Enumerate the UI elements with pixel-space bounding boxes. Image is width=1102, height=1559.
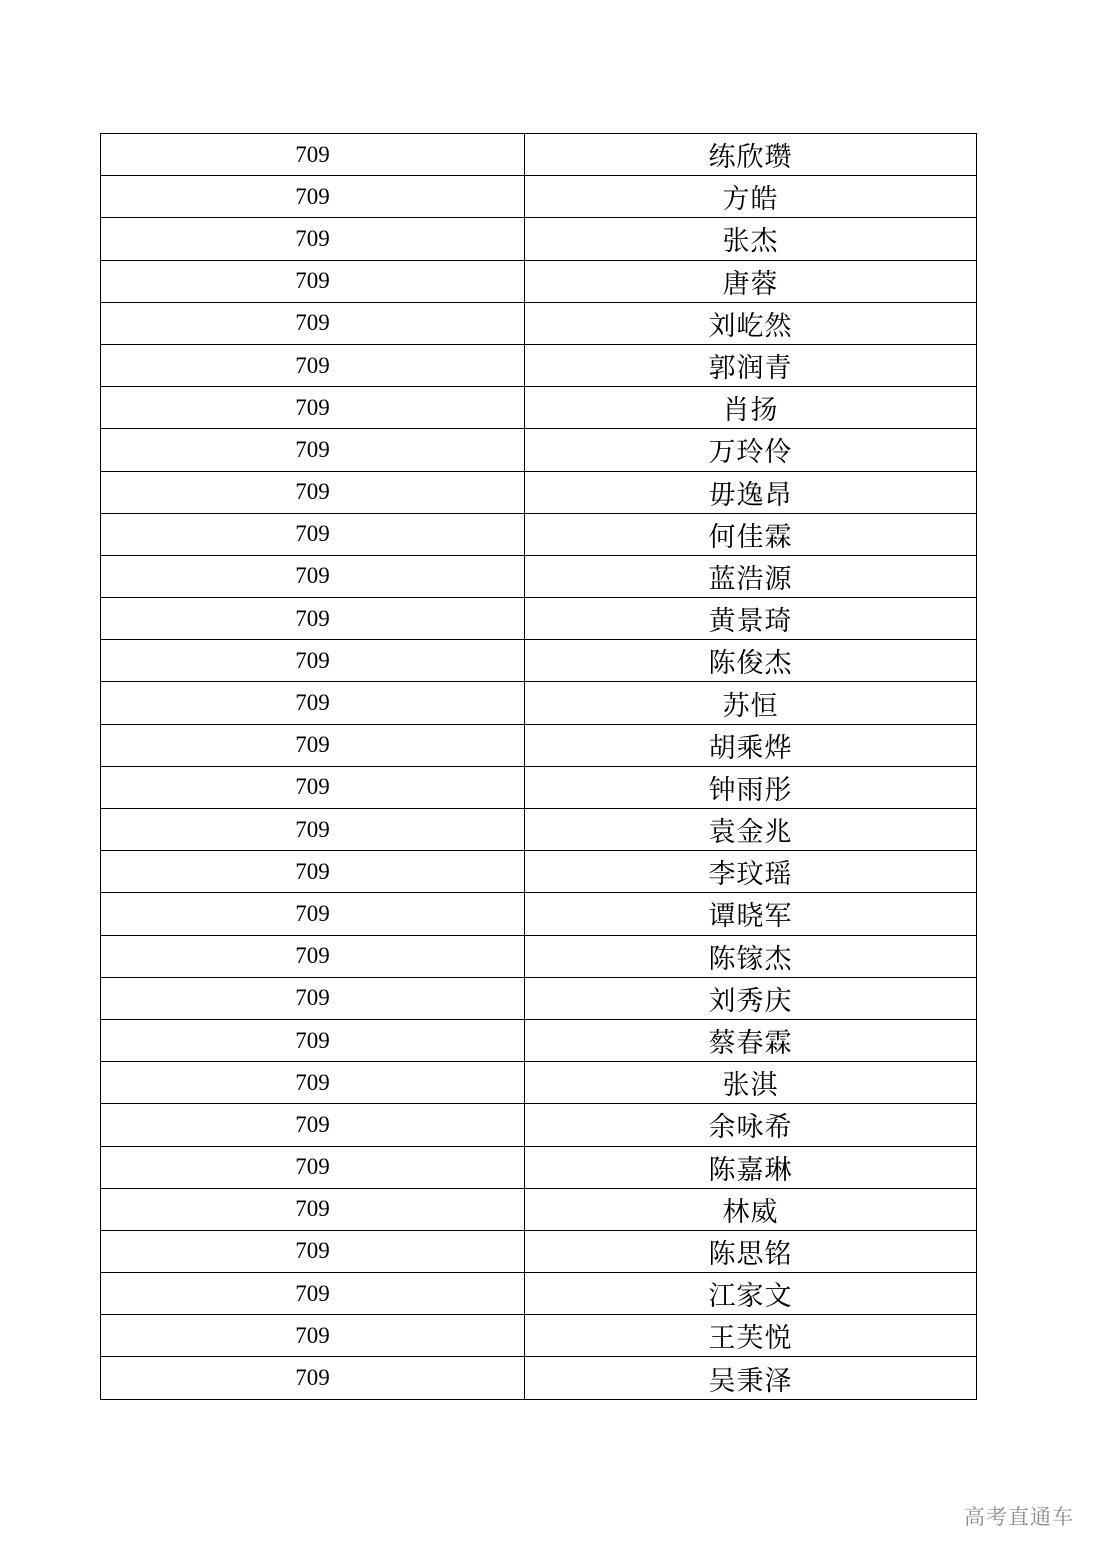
- code-cell: 709: [101, 513, 525, 555]
- name-cell: 江家文: [525, 1273, 977, 1315]
- code-cell: 709: [101, 1019, 525, 1061]
- name-cell: 蔡春霖: [525, 1019, 977, 1061]
- table-row: [101, 1019, 977, 1061]
- name-cell: 张淇: [525, 1062, 977, 1104]
- table-row: [101, 260, 977, 302]
- table-row: [101, 598, 977, 640]
- table-row: [101, 1188, 977, 1230]
- table-row: [101, 640, 977, 682]
- table-row: [101, 471, 977, 513]
- table-row: [101, 724, 977, 766]
- name-cell: 李玟瑶: [525, 851, 977, 893]
- name-cell: 刘秀庆: [525, 977, 977, 1019]
- table-row: [101, 555, 977, 597]
- code-cell: 709: [101, 640, 525, 682]
- table-row: [101, 176, 977, 218]
- code-cell: 709: [101, 1273, 525, 1315]
- name-cell: 万玲伶: [525, 429, 977, 471]
- name-cell: 陈嘉琳: [525, 1146, 977, 1188]
- table-row: [101, 977, 977, 1019]
- code-cell: 709: [101, 429, 525, 471]
- name-cell: 陈镓杰: [525, 935, 977, 977]
- name-cell: 钟雨彤: [525, 766, 977, 808]
- code-cell: 709: [101, 1357, 525, 1399]
- code-cell: 709: [101, 302, 525, 344]
- name-cell: 陈思铭: [525, 1230, 977, 1272]
- code-cell: 709: [101, 977, 525, 1019]
- name-list-table: [100, 133, 977, 1400]
- name-cell: 郭润青: [525, 344, 977, 386]
- table-row: [101, 1273, 977, 1315]
- code-cell: 709: [101, 724, 525, 766]
- table-row: [101, 1062, 977, 1104]
- code-cell: 709: [101, 134, 525, 176]
- code-cell: 709: [101, 555, 525, 597]
- code-cell: 709: [101, 851, 525, 893]
- table-row: [101, 682, 977, 724]
- code-cell: 709: [101, 1104, 525, 1146]
- name-cell: 张杰: [525, 218, 977, 260]
- name-cell: 苏恒: [525, 682, 977, 724]
- code-cell: 709: [101, 598, 525, 640]
- code-cell: 709: [101, 809, 525, 851]
- code-cell: 709: [101, 344, 525, 386]
- code-cell: 709: [101, 387, 525, 429]
- code-cell: 709: [101, 218, 525, 260]
- code-cell: 709: [101, 682, 525, 724]
- code-cell: 709: [101, 1146, 525, 1188]
- name-cell: 何佳霖: [525, 513, 977, 555]
- table-row: [101, 302, 977, 344]
- table-body: [101, 134, 977, 1400]
- name-cell: 谭晓军: [525, 893, 977, 935]
- name-cell: 方皓: [525, 176, 977, 218]
- table-row: [101, 1230, 977, 1272]
- table-row: [101, 429, 977, 471]
- code-cell: 709: [101, 471, 525, 513]
- name-cell: 余咏希: [525, 1104, 977, 1146]
- table-row: [101, 766, 977, 808]
- code-cell: 709: [101, 766, 525, 808]
- code-cell: 709: [101, 1230, 525, 1272]
- name-cell: 林威: [525, 1188, 977, 1230]
- name-cell: 肖扬: [525, 387, 977, 429]
- code-cell: 709: [101, 893, 525, 935]
- table-row: [101, 935, 977, 977]
- code-cell: 709: [101, 260, 525, 302]
- table-row: [101, 218, 977, 260]
- name-cell: 胡乘烨: [525, 724, 977, 766]
- name-cell: 刘屹然: [525, 302, 977, 344]
- table-row: [101, 851, 977, 893]
- name-cell: 袁金兆: [525, 809, 977, 851]
- name-cell: 黄景琦: [525, 598, 977, 640]
- table-row: [101, 1315, 977, 1357]
- name-cell: 练欣瓒: [525, 134, 977, 176]
- name-cell: 王芙悦: [525, 1315, 977, 1357]
- table-row: [101, 1146, 977, 1188]
- table-row: [101, 134, 977, 176]
- code-cell: 709: [101, 176, 525, 218]
- code-cell: 709: [101, 1062, 525, 1104]
- table-row: [101, 1357, 977, 1399]
- watermark-text: 高考直通车: [964, 1505, 1074, 1529]
- table-row: [101, 1104, 977, 1146]
- code-cell: 709: [101, 935, 525, 977]
- code-cell: 709: [101, 1188, 525, 1230]
- name-cell: 毋逸昂: [525, 471, 977, 513]
- table-row: [101, 893, 977, 935]
- code-cell: 709: [101, 1315, 525, 1357]
- name-cell: 陈俊杰: [525, 640, 977, 682]
- table-row: [101, 387, 977, 429]
- name-cell: 吴秉泽: [525, 1357, 977, 1399]
- table-row: [101, 344, 977, 386]
- name-cell: 唐蓉: [525, 260, 977, 302]
- table-row: [101, 513, 977, 555]
- table-row: [101, 809, 977, 851]
- name-cell: 蓝浩源: [525, 555, 977, 597]
